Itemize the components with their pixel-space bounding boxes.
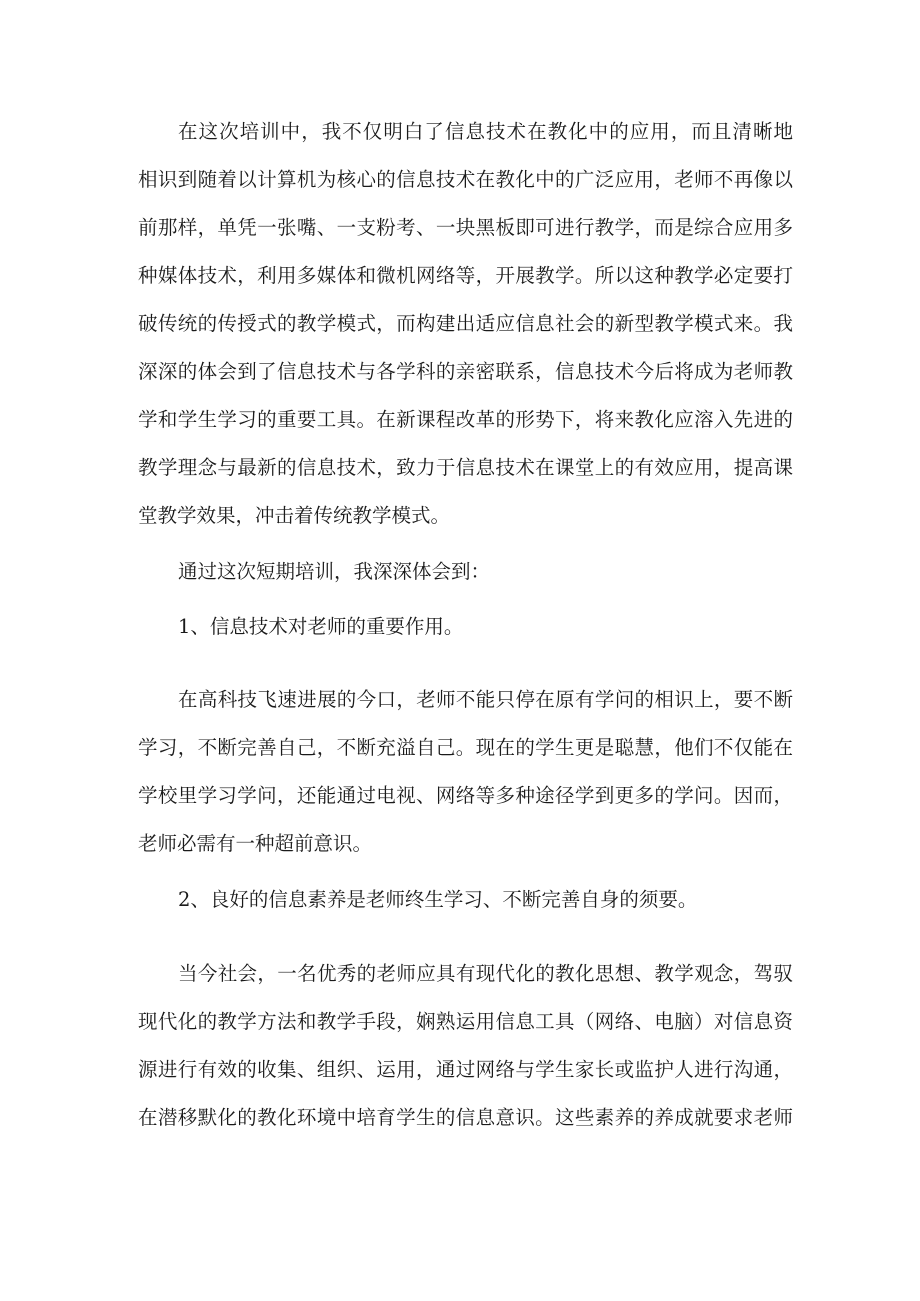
paragraph-line: 通过这次短期培训，我深深体会到： [178,560,491,583]
paragraph-line: 相识到随着以计算机为核心的信息技术在教化中的广泛应用，老师不再像以 [138,168,793,191]
paragraph-line: 当今社会，一名优秀的老师应具有现代化的教化思想、教学观念，驾驭 [178,962,793,985]
paragraph-line: 源进行有效的收集、组织、运用，通过网络与学生家长或监护人进行沟通， [138,1058,793,1081]
paragraph-line: 学和学生学习的重要工具。在新课程改革的形势下，将来教化应溶入先进的 [138,408,793,431]
paragraph-line: 前那样，单凭一张嘴、一支粉考、一块黑板即可进行教学，而是综合应用多 [138,216,793,239]
section-heading: 1、信息技术对老师的重要作用。 [178,615,464,638]
paragraph-line: 教学理念与最新的信息技术，致力于信息技术在课堂上的有效应用，提高课 [138,456,793,479]
paragraph-line: 在高科技飞速进展的今口，老师不能只停在原有学问的相识上，要不断 [178,688,793,711]
paragraph-line: 深深的体会到了信息技术与各学科的亲密联系，信息技术今后将成为老师教 [138,360,793,383]
paragraph-line: 堂教学效果，冲击着传统教学模式。 [138,504,451,527]
paragraph-line: 老师必需有一种超前意识。 [138,832,373,855]
paragraph-line: 学习，不断完善自己，不断充溢自己。现在的学生更是聪慧，他们不仅能在 [138,736,793,759]
paragraph-line: 学校里学习学问，还能通过电视、网络等多种途径学到更多的学问。因而， [138,784,793,807]
paragraph-line: 破传统的传授式的教学模式，而构建出适应信息社会的新型教学模式来。我 [138,312,793,335]
section-heading: 2、良好的信息素养是老师终生学习、不断完善自身的须要。 [178,888,698,911]
paragraph-line: 种媒体技术，利用多媒体和微机网络等，开展教学。所以这种教学必定要打 [138,264,793,287]
paragraph-line: 在潜移默化的教化环境中培育学生的信息意识。这些素养的养成就要求老师 [138,1106,793,1129]
paragraph-line: 现代化的教学方法和教学手段，娴熟运用信息工具（网络、电脑）对信息资 [138,1010,793,1033]
paragraph-line: 在这次培训中，我不仅明白了信息技术在教化中的应用，而且清晰地 [178,120,793,143]
